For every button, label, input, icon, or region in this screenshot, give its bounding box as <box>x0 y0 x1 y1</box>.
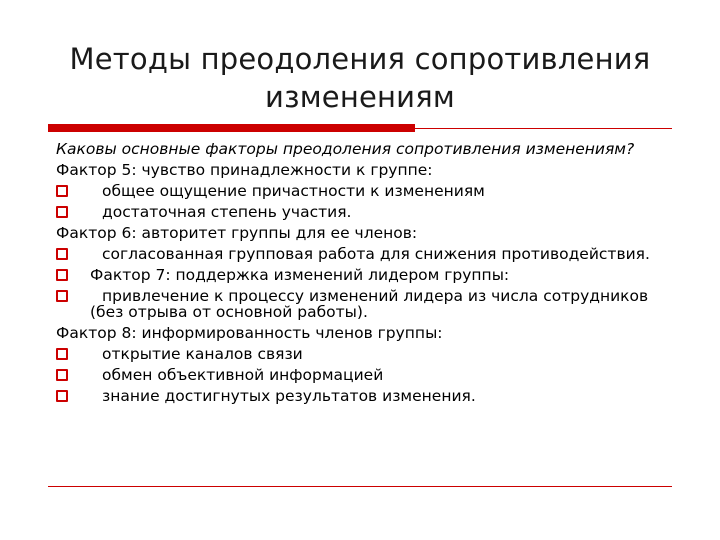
hollow-square-icon <box>56 206 68 218</box>
hollow-square-icon <box>56 348 68 360</box>
title-underline-thin <box>415 128 672 129</box>
list-item-text: Фактор 7: поддержка изменений лидером группы: <box>90 266 510 284</box>
factor-8-text: Фактор 8: информированность членов группы: <box>56 324 443 342</box>
factor-5-text: Фактор 5: чувство принадлежности к группе: <box>56 161 433 179</box>
list-item <box>56 183 676 199</box>
hollow-square-icon <box>56 290 68 302</box>
list-item <box>56 246 676 262</box>
list-item <box>56 204 676 220</box>
list-item-text: согласованная групповая работа для снижения противодействия. <box>102 245 650 263</box>
title-underline-thick <box>48 124 415 132</box>
list-item-text: достаточная степень участия. <box>102 203 352 221</box>
list-item <box>56 367 676 383</box>
slide-body <box>56 141 676 409</box>
list-item-text: общее ощущение причастности к изменениям <box>102 182 485 200</box>
question-text: Каковы основные факторы преодоления сопротивления изменениям? <box>56 140 635 158</box>
list-item <box>56 346 676 362</box>
factor-heading <box>56 225 676 241</box>
list-item <box>56 267 676 283</box>
list-item <box>56 388 676 404</box>
factor-heading <box>56 325 676 341</box>
list-item-text: знание достигнутых результатов изменения. <box>102 387 476 405</box>
list-item-text: привлечение к процессу изменений лидера из числа сотрудников (без отрыва от основной работы). <box>90 287 649 321</box>
hollow-square-icon <box>56 185 68 197</box>
hollow-square-icon <box>56 248 68 260</box>
hollow-square-icon <box>56 369 68 381</box>
factor-6-text: Фактор 6: авторитет группы для ее членов: <box>56 224 418 242</box>
hollow-square-icon <box>56 269 68 281</box>
question-line <box>56 141 676 157</box>
list-item-text: обмен объективной информацией <box>102 366 384 384</box>
factor-heading <box>56 162 676 178</box>
list-item-text: открытие каналов связи <box>102 345 303 363</box>
hollow-square-icon <box>56 390 68 402</box>
footer-rule <box>48 486 672 487</box>
slide-title: Методы преодоления сопротивления изменениям <box>69 42 651 114</box>
list-item <box>56 288 676 320</box>
